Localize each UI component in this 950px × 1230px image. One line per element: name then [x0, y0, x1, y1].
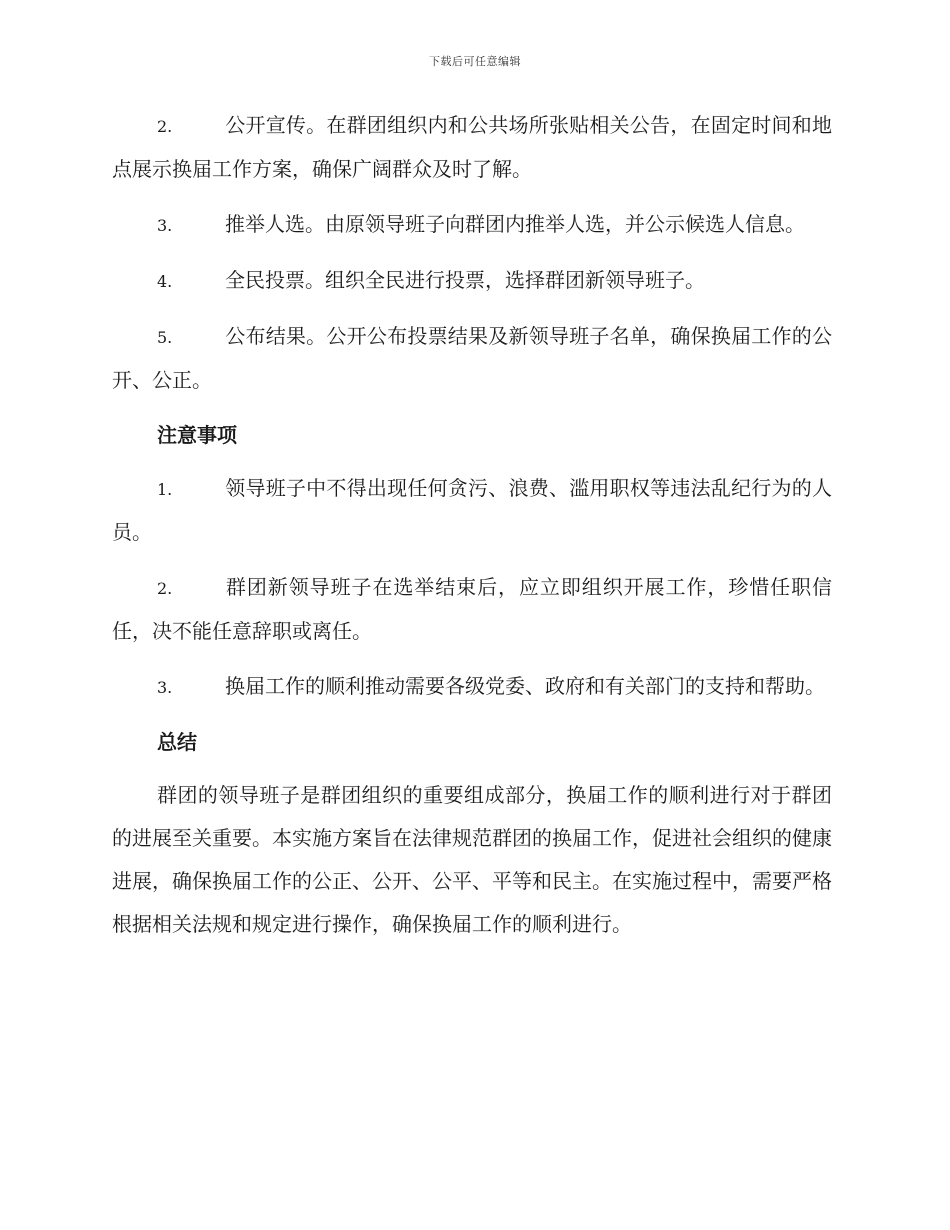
note-text: 群团新领导班子在选举结束后，应立即组织开展工作，珍惜任职信任，决不能任意辞职或离任。	[112, 575, 832, 643]
document-body	[112, 104, 832, 946]
note-number: 2.	[157, 579, 173, 598]
summary-paragraph: 群团的领导班子是群团组织的重要组成部分，换届工作的顺利进行对于群团的进展至关重要。本实施方案旨在法律规范群团的换届工作，促进社会组织的健康进展，确保换届工作的公正、公开、公平、平等和民主。在实施过程中，需要严格根据相关法规和规定进行操作，确保换届工作的顺利进行。	[112, 783, 832, 936]
step-item-5	[112, 315, 832, 402]
step-text: 全民投票。组织全民进行投票，选择群团新领导班子。	[225, 268, 705, 292]
step-number: 3.	[157, 216, 173, 235]
step-text: 公开宣传。在群团组织内和公共场所张贴相关公告，在固定时间和地点展示换届工作方案，确保广阔群众及时了解。	[112, 113, 832, 181]
note-text: 换届工作的顺利推动需要各级党委、政府和有关部门的支持和帮助。	[225, 674, 825, 698]
note-number: 3.	[157, 678, 173, 697]
note-item-2	[112, 566, 832, 653]
note-number: 1.	[157, 480, 173, 499]
step-number: 2.	[157, 117, 173, 136]
step-item-2	[112, 104, 832, 191]
note-item-3	[112, 665, 832, 709]
step-number: 4.	[157, 272, 173, 291]
step-item-3	[112, 203, 832, 247]
note-item-1	[112, 467, 832, 554]
step-text: 推举人选。由原领导班子向群团内推举人选，并公示候选人信息。	[225, 212, 805, 236]
step-item-4	[112, 259, 832, 303]
summary-heading: 总结	[157, 730, 197, 754]
step-text: 公布结果。公开公布投票结果及新领导班子名单，确保换届工作的公开、公正。	[112, 324, 832, 392]
note-text: 领导班子中不得出现任何贪污、浪费、滥用职权等违法乱纪行为的人员。	[112, 476, 832, 544]
step-number: 5.	[157, 328, 173, 347]
notes-heading: 注意事项	[157, 423, 237, 447]
page-header-note: 下载后可任意编辑	[429, 55, 521, 68]
